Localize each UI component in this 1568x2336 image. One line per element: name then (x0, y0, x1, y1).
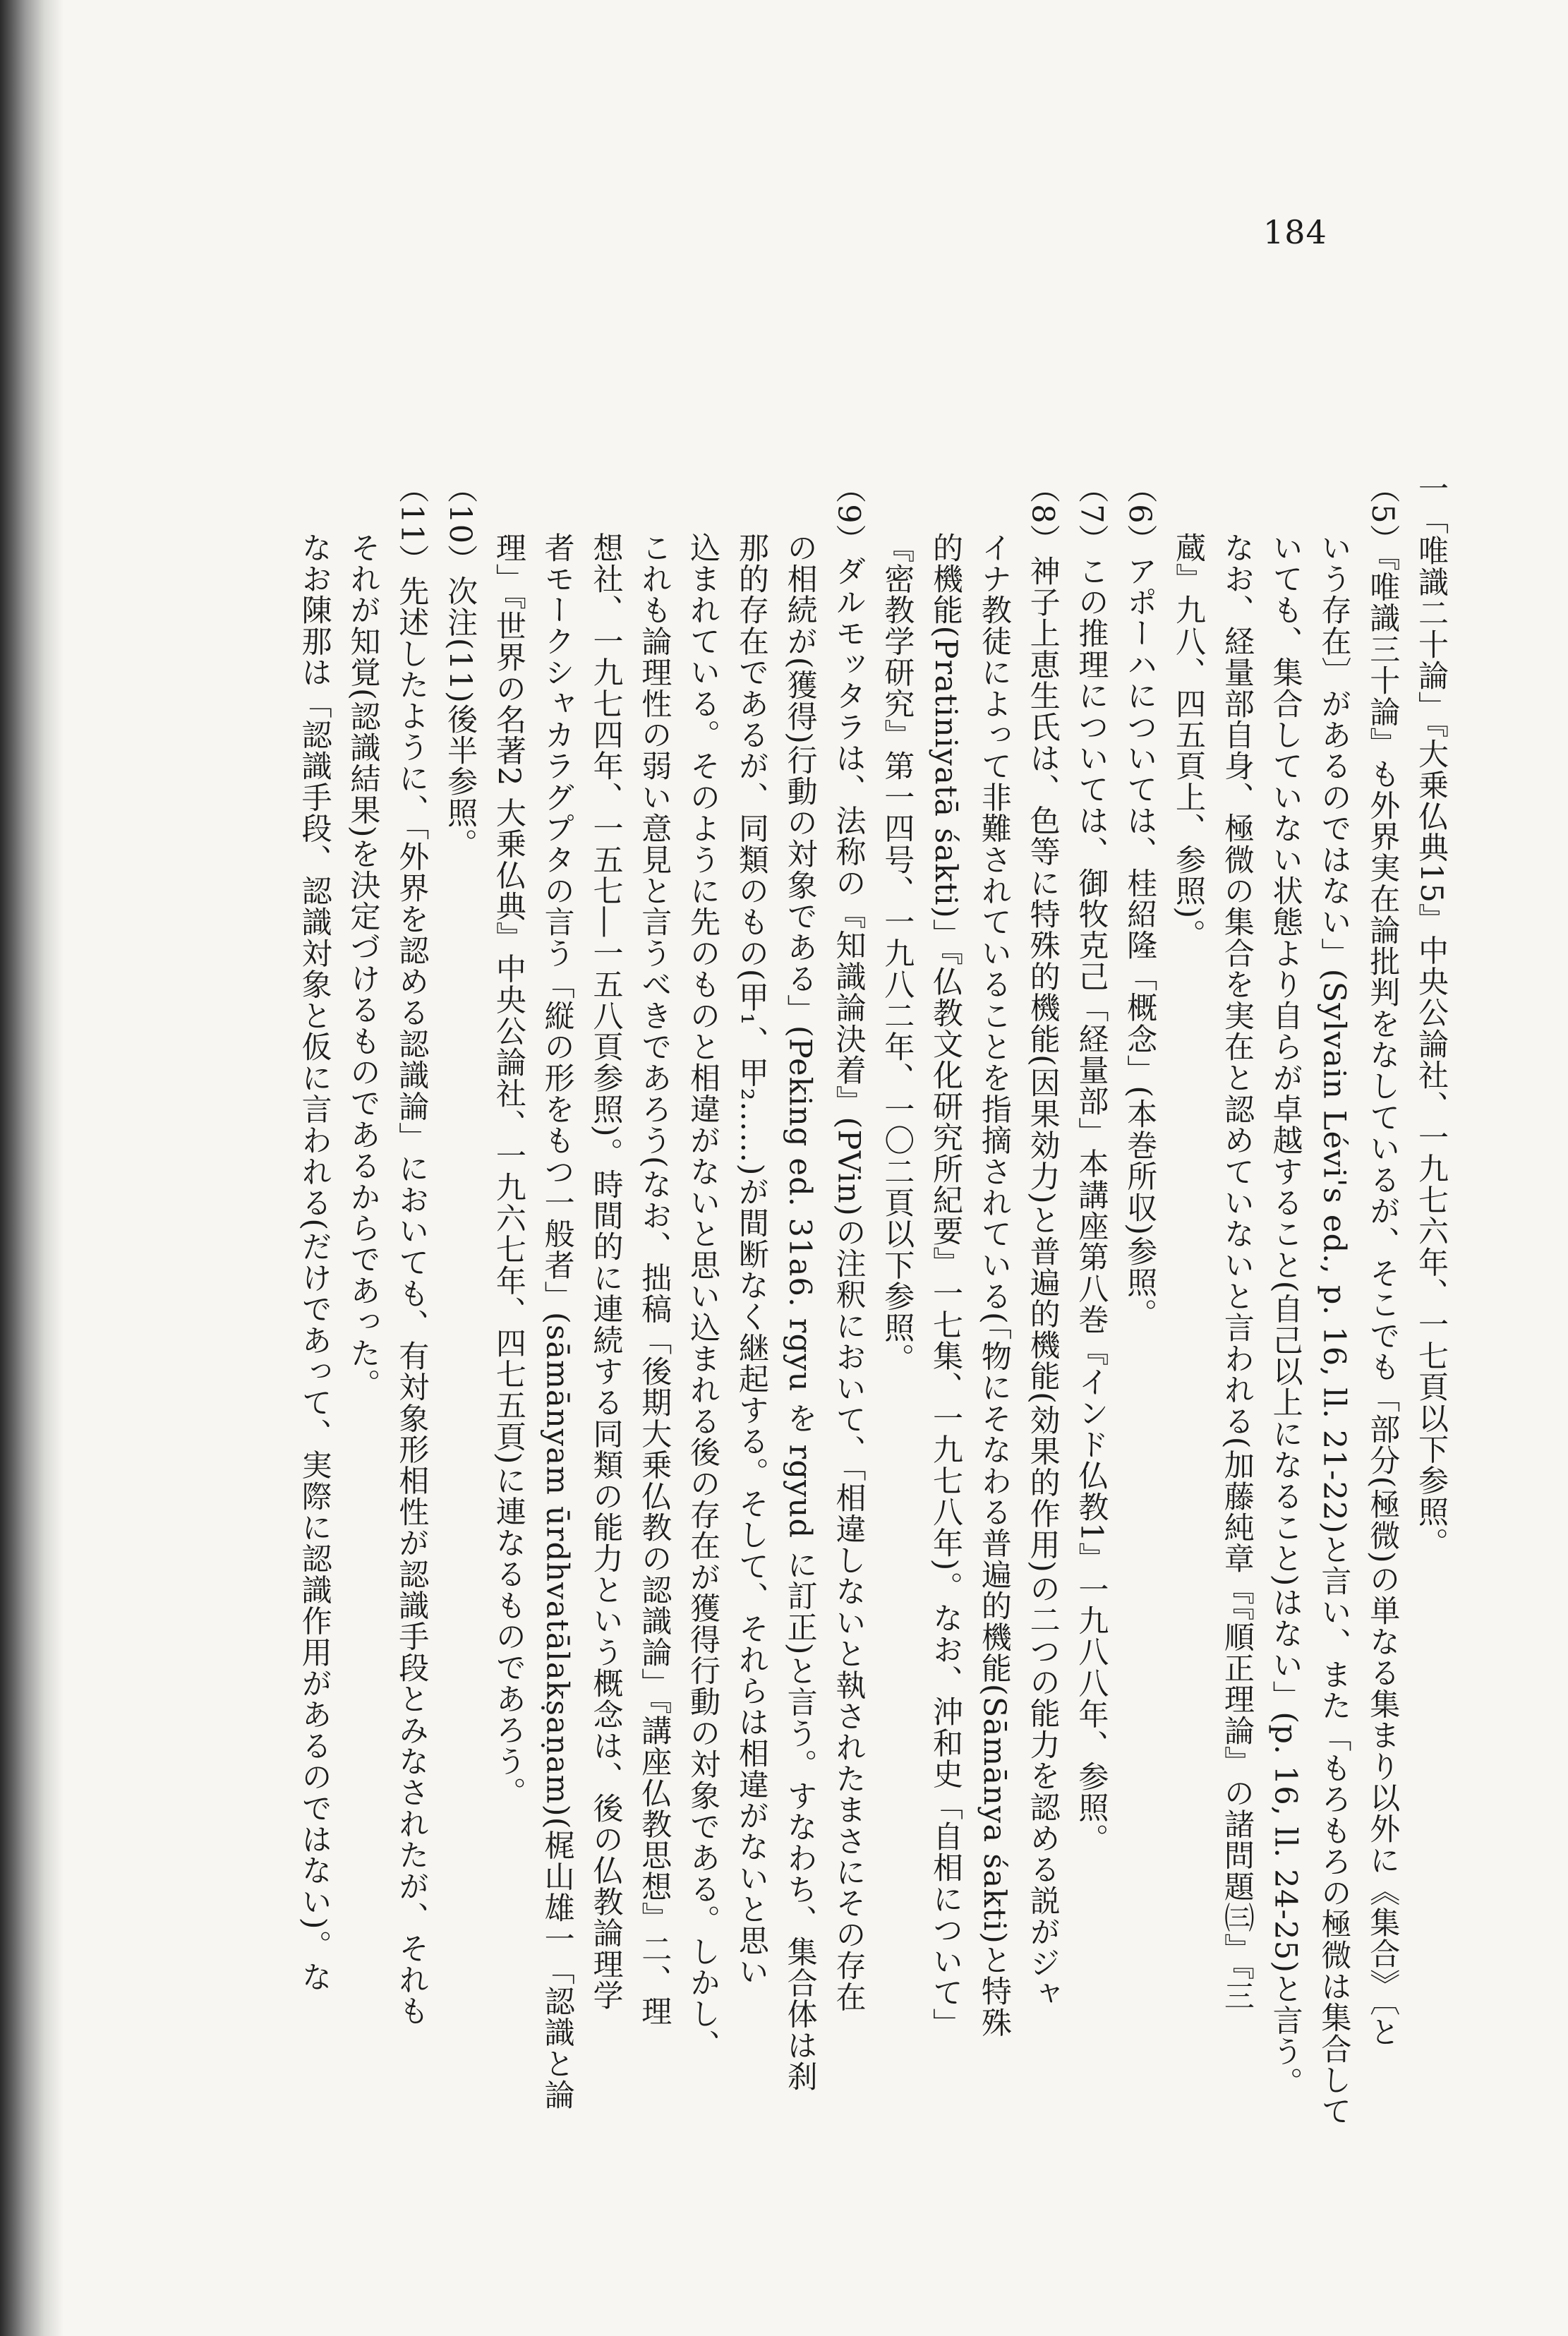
scan-binding-shadow (0, 0, 64, 2336)
text-line: なお、経量部自身、極微の集合を実在と認めていないと言われる(加藤純章『『順正理論』の諸問題㈢』『三 (1219, 532, 1255, 2012)
text-line: 那的存在であるが、同類のもの(甲₁、甲₂……)が間断なく継起する。そして、それらは相違がないと思い (733, 532, 769, 1987)
text-line: 込まれている。そのように先のものと相違がないと思い込まれる後の存在が獲得行動の対象である。しかし、 (685, 532, 721, 2061)
text-line: なお陳那は「認識手段、認識対象と仮に言われる(だけであって、実際に認識作用があるのではない)。な (296, 532, 332, 1993)
text-line: （5）『唯識三十論』も外界実在論批判をなしているが、そこでも「部分(極微)の単なる集まり以外に《集合》〔と (1365, 473, 1401, 2048)
text-line: いう存在〕があるのではない」(Sylvain Lévi's ed., p. 16, ll. 21-22)と言い、また「もろもろの極微は集合して (1316, 532, 1352, 2127)
text-line: 『密教学研究』第一四号、一九八二年、一〇二頁以下参照。 (879, 532, 915, 1375)
footnotes-text-block (290, 473, 1455, 2127)
text-line: 理」『世界の名著2 大乗仏典』中央公論社、一九六七年、四七五頁)に連なるものであろう。 (490, 532, 526, 1808)
text-line: （9）ダルモッタラは、法称の『知識論決着』(PVin)の注釈において、「相違しないと執されたまさにその存在 (831, 473, 867, 2013)
text-line: （11）先述したように、「外界を認める認識論」においても、有対象形相性が認識手段とみなされたが、それも (394, 473, 430, 2027)
text-line: （10）次注(11)後半参照。 (442, 473, 478, 860)
text-line: それが知覚(認識結果)を決定づけるものであるからであった。 (345, 532, 381, 1400)
text-line: （7）この推理については、御牧克己「経量部」本講座第八巻『インド仏教1』一九八八年、参照。 (1073, 473, 1109, 1855)
text-line: 者モークシャカラグプタの言う「縦の形をもつ一般者」(sāmānyam ūrdhvatālakṣaṇam)(梶山雄一「認識と論 (539, 532, 575, 2111)
text-line: イナ教徒によって非難されていることを指摘されている(「物にそなわる普遍的機能(Sāmānya śakti)と特殊 (976, 532, 1012, 2038)
text-line: （6）アポーハについては、桂紹隆「概念」(本巻所収)参照。 (1122, 473, 1158, 1330)
text-line: これも論理性の弱い意見と言うべきであろう(なお、拙稿「後期大乗仏教の認識論」『講座仏教思想』二、理 (637, 532, 673, 2028)
page-number: 184 (1263, 213, 1327, 251)
text-line: 想社、一九七四年、一五七―一五八頁参照)。時間的に連続する同類の能力という概念は、後の仏教論理学 (588, 532, 624, 2011)
text-line: （8）神子上恵生氏は、色等に特殊的機能(因果効力)と普遍的機能(効果的作用)の二つの能力を認める説がジャ (1025, 473, 1061, 2010)
text-line: の相続が(獲得)行動の対象である」(Peking ed. 31a6. rgyu を rgyud に訂正)と言う。すなわち、集合体は刹 (782, 532, 818, 2093)
text-line: 的機能(Pratiniyatā śakti)」『仏教文化研究所紀要』一七集、一九七八年)。なお、沖和史「自相について」 (928, 532, 964, 2040)
text-line: 蔵』九八、四五頁上、参照)。 (1171, 532, 1207, 951)
text-line: いても、集合していない状態より自らが卓越すること(自己以上になること)はない」(p. 16, ll. 24-25)と言う。 (1267, 532, 1303, 2099)
text-line: 一「唯識二十論」『大乗仏典15』中央公論社、一九七六年、一七頁以下参照。 (1413, 473, 1449, 1559)
